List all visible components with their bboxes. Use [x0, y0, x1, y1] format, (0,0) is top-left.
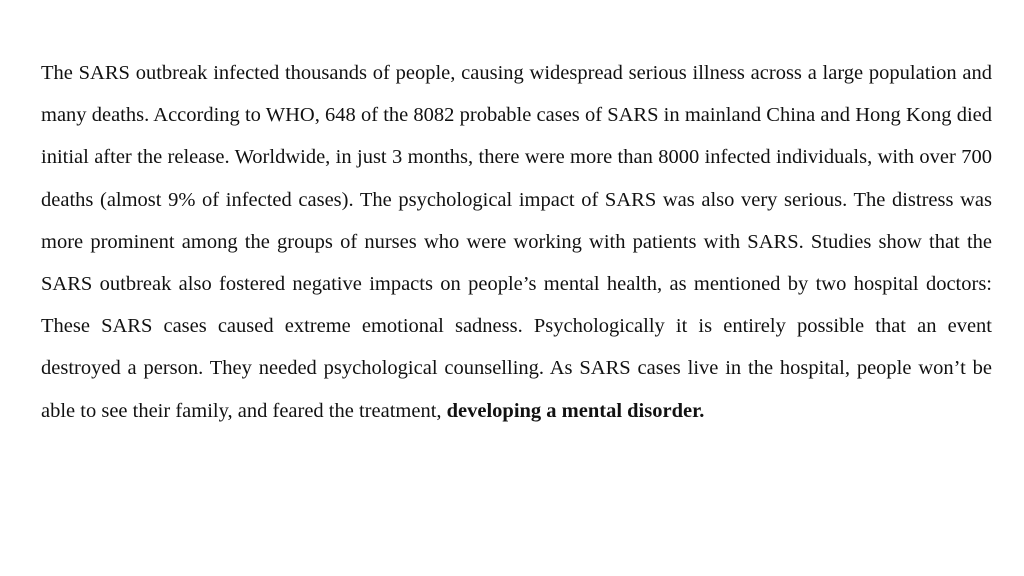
- body-paragraph: [41, 52, 992, 432]
- paragraph-text: The SARS outbreak infected thousands of people, causing widespread serious illness across a large population and many deaths. According to WHO, 648 of the 8082 probable cases of SARS in mainland China and Hong Kong died initial after the release. Worldwide, in just 3 months, there were more than 8000 infected individuals, with over 700 deaths (almost 9% of infected cases). The psychological impact of SARS was also very serious. The distress was more prominent among the groups of nurses who were working with patients with SARS. Studies show that the SARS outbreak also fostered negative impacts on people’s mental health, as mentioned by two hospital doctors: These SARS cases caused extreme emotional sadness. Psychologically it is entirely possible that an event destroyed a person. They needed psychological counselling. As SARS cases live in the hospital, people won’t be able to see their family, and feared the treatment,: [41, 62, 992, 422]
- slide-content: [41, 52, 992, 432]
- bold-conclusion: developing a mental disorder.: [446, 399, 705, 422]
